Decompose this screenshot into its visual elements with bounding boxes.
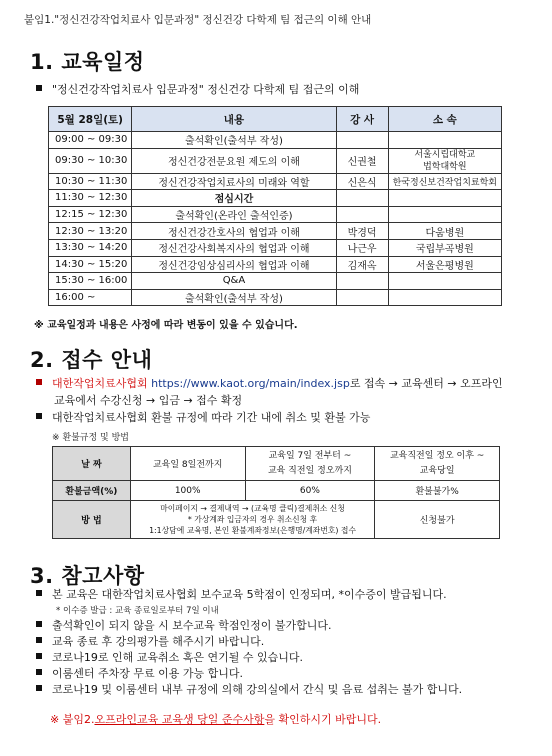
note-item-6 bbox=[36, 682, 536, 697]
note-item-1 bbox=[36, 587, 536, 602]
note-item-2 bbox=[36, 618, 332, 633]
registration-line-1 bbox=[36, 376, 526, 391]
schedule-lecturer: 신권철 bbox=[336, 148, 388, 173]
schedule-content: Q&A bbox=[132, 273, 336, 290]
header-date: 5월 28일(토) bbox=[49, 107, 132, 132]
bullet-square-icon bbox=[36, 590, 42, 596]
note-item-text: 교육 종료 후 강의평가를 해주시기 바랍니다. bbox=[52, 635, 265, 648]
schedule-org: 서울은평병원 bbox=[388, 256, 501, 273]
schedule-row bbox=[49, 148, 502, 173]
registration-line-2-text: 대한작업치료사협회 환불 규정에 따라 기간 내에 취소 및 환불 가능 bbox=[52, 411, 371, 424]
schedule-time: 12:15 ~ 12:30 bbox=[49, 206, 132, 223]
section-title-schedule: 1. 교육일정 bbox=[30, 50, 145, 74]
section-title-registration: 2. 접수 안내 bbox=[30, 348, 153, 372]
refund-amount-2: 60% bbox=[245, 481, 375, 501]
schedule-row bbox=[49, 239, 502, 256]
schedule-org bbox=[388, 206, 501, 223]
note-item-text: 코로나19로 인해 교육취소 혹은 연기될 수 있습니다. bbox=[52, 651, 303, 664]
refund-amount-3: 환불불가% bbox=[375, 481, 500, 501]
schedule-content: 정신건강간호사의 협업과 이해 bbox=[132, 223, 336, 240]
bullet-square-icon bbox=[36, 413, 42, 419]
schedule-row bbox=[49, 223, 502, 240]
kaot-org-name: 대한작업치료사협회 bbox=[52, 377, 148, 390]
schedule-lecturer bbox=[336, 273, 388, 290]
bullet-square-icon bbox=[36, 685, 42, 691]
schedule-content: 정신건강전문요원 제도의 이해 bbox=[132, 148, 336, 173]
registration-line-2 bbox=[36, 410, 370, 425]
schedule-content: 출석확인(온라인 출석인증) bbox=[132, 206, 336, 223]
section-title-notes: 3. 참고사항 bbox=[30, 564, 145, 588]
bullet-square-icon bbox=[36, 621, 42, 627]
refund-caption: ※ 환불규정 및 방법 bbox=[52, 433, 129, 443]
refund-date-col-3: 교육직전일 정오 이후 ~ 교육당일 bbox=[375, 447, 500, 481]
schedule-row bbox=[49, 206, 502, 223]
note-item-text: 출석확인이 되지 않을 시 보수교육 학점인정이 불가합니다. bbox=[52, 619, 332, 632]
schedule-content: 정신건강사회복지사의 협업과 이해 bbox=[132, 239, 336, 256]
schedule-header-row bbox=[49, 107, 502, 132]
header-content: 내용 bbox=[132, 107, 336, 132]
schedule-lecturer bbox=[336, 190, 388, 207]
note-item-5 bbox=[36, 666, 243, 681]
schedule-table bbox=[48, 106, 502, 306]
schedule-content: 점심시간 bbox=[132, 190, 336, 207]
schedule-row bbox=[49, 132, 502, 149]
schedule-org: 국립부곡병원 bbox=[388, 239, 501, 256]
schedule-row bbox=[49, 256, 502, 273]
attachment-header: 붙임1."정신건강작업치료사 입문과정" 정신건강 다학제 팀 접근의 이해 안내 bbox=[24, 14, 372, 26]
refund-method-right: 신청불가 bbox=[375, 501, 500, 539]
refund-date-col-1: 교육일 8일전까지 bbox=[130, 447, 245, 481]
schedule-row bbox=[49, 173, 502, 190]
refund-row-amount bbox=[53, 481, 500, 501]
schedule-lecturer: 김재옥 bbox=[336, 256, 388, 273]
refund-date-label: 날 짜 bbox=[53, 447, 131, 481]
schedule-lecturer: 나근우 bbox=[336, 239, 388, 256]
schedule-org bbox=[388, 273, 501, 290]
schedule-time: 13:30 ~ 14:20 bbox=[49, 239, 132, 256]
schedule-time: 09:30 ~ 10:30 bbox=[49, 148, 132, 173]
kaot-link[interactable]: https://www.kaot.org/main/index.jsp bbox=[151, 377, 350, 390]
schedule-time: 10:30 ~ 11:30 bbox=[49, 173, 132, 190]
bullet-square-icon bbox=[36, 637, 42, 643]
schedule-time: 14:30 ~ 15:20 bbox=[49, 256, 132, 273]
schedule-row bbox=[49, 289, 502, 306]
schedule-content: 출석확인(출석부 작성) bbox=[132, 132, 336, 149]
refund-row-method bbox=[53, 501, 500, 539]
refund-row-date bbox=[53, 447, 500, 481]
schedule-lecturer: 신은식 bbox=[336, 173, 388, 190]
schedule-bullet bbox=[36, 82, 359, 97]
schedule-org bbox=[388, 190, 501, 207]
schedule-org bbox=[388, 132, 501, 149]
registration-line-1-rest: 로 접속 → 교육센터 → 오프라인 bbox=[349, 377, 503, 390]
note-item-text: 코로나19 및 이룸센터 내부 규정에 의해 강의실에서 간식 및 음료 섭취는 불가 합니다. bbox=[52, 683, 463, 696]
registration-line-1-cont: 교육에서 수강신청 → 입금 → 접수 확정 bbox=[54, 394, 243, 407]
refund-method-label: 방 법 bbox=[53, 501, 131, 539]
certificate-subnote: * 이수증 발급 : 교육 종료일로부터 7일 이내 bbox=[56, 606, 219, 616]
schedule-row bbox=[49, 273, 502, 290]
schedule-row bbox=[49, 190, 502, 207]
schedule-bullet-text: "정신건강작업치료사 입문과정" 정신건강 다학제 팀 접근의 이해 bbox=[52, 83, 360, 96]
bullet-square-icon bbox=[36, 85, 42, 91]
note-item-3 bbox=[36, 634, 264, 649]
note-item-text: 본 교육은 대한작업치료사협회 보수교육 5학점이 인정되며, *이수증이 발급됩니다. bbox=[52, 588, 447, 601]
schedule-org: 다움병원 bbox=[388, 223, 501, 240]
notice-prefix: ※ 붙임2. bbox=[50, 713, 95, 726]
schedule-time: 09:00 ~ 09:30 bbox=[49, 132, 132, 149]
header-org: 소 속 bbox=[388, 107, 501, 132]
schedule-note: ※ 교육일정과 내용은 사정에 따라 변동이 있을 수 있습니다. bbox=[34, 320, 298, 331]
bullet-square-icon bbox=[36, 669, 42, 675]
schedule-org bbox=[388, 289, 501, 306]
schedule-lecturer bbox=[336, 206, 388, 223]
notice-underlined: 오프라인교육 교육생 당일 준수사항 bbox=[94, 713, 265, 726]
schedule-time: 16:00 ~ bbox=[49, 289, 132, 306]
bullet-square-icon bbox=[36, 653, 42, 659]
schedule-org: 한국정신보건작업치료학회 bbox=[388, 173, 501, 190]
schedule-org: 서울시립대학교 법학대학원 bbox=[388, 148, 501, 173]
notice-suffix: 을 확인하시기 바랍니다. bbox=[264, 713, 382, 726]
note-item-text: 이룸센터 주차장 무료 이용 가능 합니다. bbox=[52, 667, 243, 680]
schedule-lecturer bbox=[336, 289, 388, 306]
schedule-content: 정신건강임상심리사의 협업과 이해 bbox=[132, 256, 336, 273]
schedule-time: 12:30 ~ 13:20 bbox=[49, 223, 132, 240]
schedule-content: 정신건강작업치료사의 미래와 역할 bbox=[132, 173, 336, 190]
bullet-square-icon bbox=[36, 379, 42, 385]
attachment2-notice bbox=[50, 712, 381, 727]
header-lecturer: 강 사 bbox=[336, 107, 388, 132]
schedule-time: 15:30 ~ 16:00 bbox=[49, 273, 132, 290]
note-item-4 bbox=[36, 650, 303, 665]
refund-table bbox=[52, 446, 500, 539]
refund-amount-1: 100% bbox=[130, 481, 245, 501]
refund-date-col-2: 교육일 7일 전부터 ~ 교육 직전일 정오까지 bbox=[245, 447, 375, 481]
refund-method-text: 마이페이지 → 결제내역 → (교육명 클릭)결제취소 신청 * 가상계좌 입금자의 경우 취소신청 후 1:1상담에 교육명, 본인 환불계좌정보(은행명/계좌번호) 접수 bbox=[130, 501, 374, 539]
schedule-time: 11:30 ~ 12:30 bbox=[49, 190, 132, 207]
schedule-content: 출석확인(출석부 작성) bbox=[132, 289, 336, 306]
refund-amount-label: 환불금액(%) bbox=[53, 481, 131, 501]
schedule-lecturer bbox=[336, 132, 388, 149]
schedule-lecturer: 박경덕 bbox=[336, 223, 388, 240]
